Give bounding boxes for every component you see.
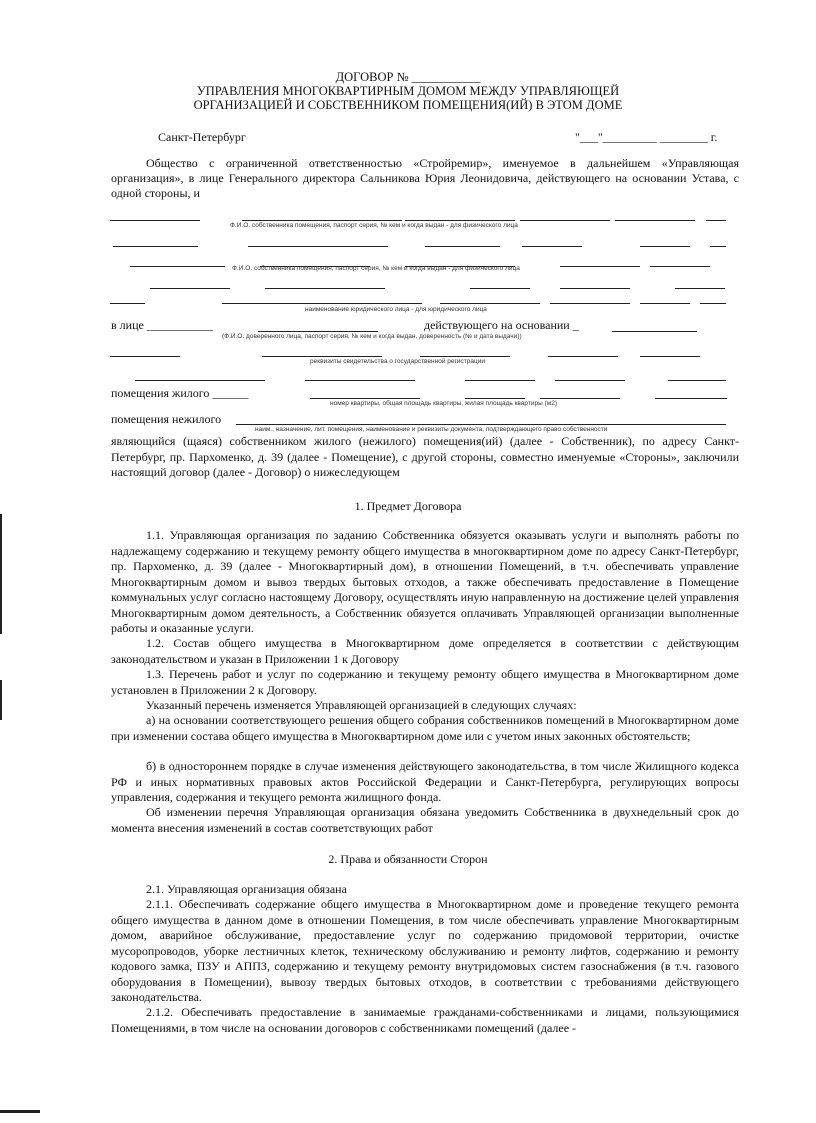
blank-line[interactable] [425,246,500,247]
blank-line[interactable] [520,220,610,221]
blank-line[interactable] [242,220,402,221]
blank-line[interactable] [440,303,540,304]
blank-line[interactable] [305,380,415,381]
contract-date: "___"_________ ________ г. [575,130,718,144]
caption-authorized-person: (Ф.И.О. доверенного лица, паспорт серия, № кем и когда выдан, доверенность (№ и дата выдачи)) [222,333,522,340]
section-1-paragraph-3: 1.3. Перечень работ и услуг по содержанию и текущему ремонту общего имущества в Многоквартирном доме установлен в Приложении 2 к Договору. [111,667,739,697]
scan-edge-mark [0,514,2,634]
caption-apartment: номер квартиры, общая площадь квартиры, жилая площадь квартиры (м2) [330,400,558,407]
blank-line[interactable] [420,356,510,357]
blank-line[interactable] [465,398,525,399]
scan-corner-mark [0,1110,40,1113]
section-2-paragraph-2: 2.1.1. Обеспечивать содержание общего имущества в Многоквартирном доме и проведение текущего ремонта общего имущества в данном доме в отношении Помещения, в том числе обеспечивать управление Многоквартирным домом, аварийное обслуживание, предоставление услуг по содержанию придомовой территории, очистке мусоропроводов, уборке лестничных клеток, техническому обслуживанию и ремонту лифтов, содержанию и ремонту кодового замка, ПЗУ и АППЗ, содержанию и текущему ремонту внутридомовых систем газоснабжения (в т.ч. газового оборудования в Помещении), вывозу твердых бытовых отходов, в соответствии с требованиями действующего законодательства. [111,897,739,1004]
blank-line[interactable] [550,303,630,304]
title-line-1: УПРАВЛЕНИЯ МНОГОКВАРТИРНЫМ ДОМОМ МЕЖДУ УПРАВЛЯЮЩЕЙ [196,84,620,98]
blank-line[interactable] [560,266,640,267]
intro-paragraph: Общество с ограниченной ответственностью «Стройремир», именуемое в дальнейшем «Управляющая организация», в лице Генерального директора Сальникова Юрия Леонидовича, действующего на основании Устава, с одной стороны, и [111,156,739,200]
in-person-label: в лице ___________ [111,318,213,332]
caption-nonliving: наим., назначение, лит. помещения, наименование и реквизиты документа, подтверждающего право собственности [255,426,608,433]
blank-line[interactable] [700,303,726,304]
acting-basis-label: действующего на основании _ [424,318,579,332]
blank-line[interactable] [640,246,690,247]
caption-physical-person-2: Ф.И.О. собственника помещения, паспорт серия, № кем и когда выдан - для физического лица [232,265,520,272]
living-premises-label: помещения жилого ______ [111,386,249,400]
blank-line[interactable] [310,398,420,399]
section-1-paragraph-6: б) в одностороннем порядке в случае изменения действующего законодательства, в том числе Жилищного кодекса РФ и иных нормативных правовых актов Российской Федерации и Санкт-Петербурга, регулирующих вопросы управления, содержания и текущего ремонта жилищного фонда. [111,759,739,804]
blank-line[interactable] [706,220,726,221]
blank-line[interactable] [640,356,700,357]
blank-line[interactable] [470,288,530,289]
title-line-2: ОРГАНИЗАЦИЕЙ И СОБСТВЕННИКОМ ПОМЕЩЕНИЯ(ИЙ) В ЭТОМ ДОМЕ [193,98,623,112]
blank-line[interactable] [650,266,710,267]
blank-line[interactable] [130,266,225,267]
blank-line[interactable] [612,331,697,332]
section-2-paragraph-3: 2.1.2. Обеспечивать предоставление в занимаемые гражданами-собственниками и лицами, пользующимися Помещениями, в том числе на основании договоров с собственниками помещений (далее - [111,1005,739,1035]
blank-line[interactable] [258,331,378,332]
blank-line[interactable] [655,398,727,399]
blank-line[interactable] [615,220,695,221]
city: Санкт-Петербург [158,130,246,144]
section-1-paragraph-5: а) на основании соответствующего решения общего собрания собственников помещений в Многоквартирном доме при изменении состава общего имущества в Многоквартирном доме или с учетом иных законных обстоятельств; [111,713,739,743]
section-1-heading: 1. Предмет Договора [354,499,462,513]
blank-line[interactable] [248,246,388,247]
section-1-paragraph-2: 1.2. Состав общего имущества в Многоквартирном доме определяется в соответствии с действующим законодательством и указан в Приложении 1 к Договору [111,636,739,666]
blank-line[interactable] [222,303,422,304]
caption-legal-entity: наименование юридического лица - для юридического лица [305,306,487,313]
blank-line[interactable] [135,380,265,381]
section-2-heading: 2. Права и обязанности Сторон [328,852,488,866]
section-2-paragraph-1: 2.1. Управляющая организация обязана [146,882,347,896]
blank-line[interactable] [150,288,230,289]
nonliving-premises-label: помещения нежилого [111,412,222,426]
blank-line[interactable] [262,356,382,357]
blank-line[interactable] [522,246,582,247]
blank-line[interactable] [710,246,726,247]
blank-line[interactable] [113,246,198,247]
blank-line[interactable] [110,356,180,357]
blank-line[interactable] [110,303,145,304]
blank-line[interactable] [465,380,535,381]
blank-line[interactable] [110,220,200,221]
blank-line[interactable] [675,288,725,289]
section-1-paragraph-4: Указанный перечень изменяется Управляющей организацией в следующих случаях: [146,698,577,712]
owner-paragraph: являющийся (щаяся) собственником жилого (нежилого) помещения(ий) (далее - Собственник), по адресу Санкт-Петербург, пр. Пархоменко, д. 39 (далее - Помещение), с другой стороны, совместно именуемые «Стороны», заключили настоящий договор (далее - Договор) о нижеследующем [111,434,739,479]
blank-line[interactable] [405,220,515,221]
caption-registration: реквизиты свидетельства о государственной регистрации [310,358,485,365]
section-1-paragraph-7: Об изменении перечня Управляющая организация обязана уведомить Собственника в двухнедельный срок до момента внесения изменений в состав соответствующих работ [111,805,739,835]
section-1-paragraph-1: 1.1. Управляющая организация по заданию Собственника обязуется оказывать услуги и выполнять работы по надлежащему содержанию и текущему ремонту общего имущества в многоквартирном доме по адресу Санкт-Петербург, пр. Пархоменко, д. 39 (далее - Многоквартирный дом), в отношении Помещений, в т.ч. обеспечивать управление Многоквартирным домом и вывоз твердых бытовых отходов, а также обеспечивать предоставление в Помещение коммунальных услуг согласно настоящему Договору, осуществлять иную направленную на достижение целей управления Многоквартирным домом деятельность, а Собственник обязуется оплачивать Управляющей организации выполненные работы и оказанные услуги. [111,528,739,635]
blank-line[interactable] [548,356,618,357]
blank-line[interactable] [265,288,385,289]
blank-line[interactable] [236,424,726,425]
blank-line[interactable] [555,380,625,381]
blank-line[interactable] [560,288,630,289]
blank-line[interactable] [668,380,726,381]
caption-physical-person: Ф.И.О. собственника помещения, паспорт серия, № кем и когда выдан - для физического лица [230,222,518,229]
contract-number: ДОГОВОР № ___________ [335,70,481,84]
blank-line[interactable] [540,398,620,399]
blank-line[interactable] [640,303,690,304]
scan-edge-mark [0,680,2,720]
